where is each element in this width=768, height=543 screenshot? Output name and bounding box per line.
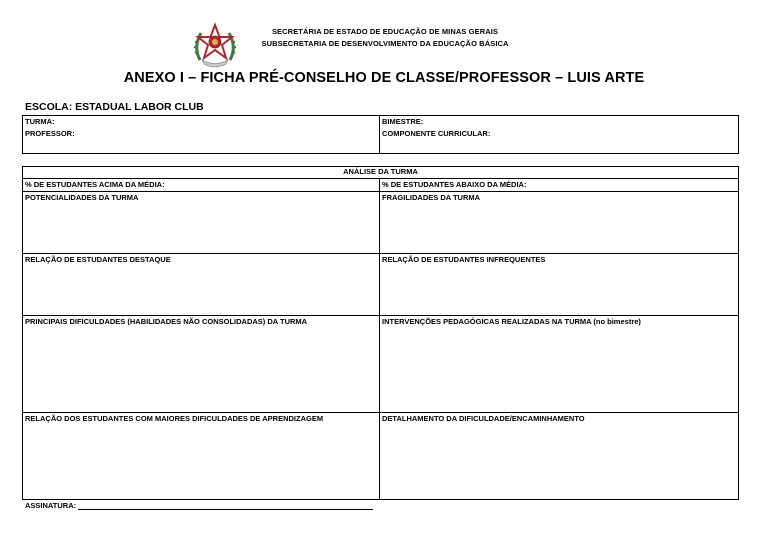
document-title: ANEXO I – FICHA PRÉ-CONSELHO DE CLASSE/PROFESSOR – LUIS ARTE bbox=[123, 70, 645, 86]
signature-label: ASSINATURA: bbox=[25, 501, 77, 510]
header-lines bbox=[240, 26, 530, 50]
info-table bbox=[22, 115, 739, 154]
turma-field[interactable]: TURMA: bbox=[25, 117, 55, 126]
school-name: ESCOLA: ESTADUAL LABOR CLUB bbox=[25, 101, 204, 113]
header-line-2: SUBSECRETARIA DE DESENVOLVIMENTO DA EDUCAÇÃO BÁSICA bbox=[261, 39, 509, 48]
componente-curricular-field[interactable]: COMPONENTE CURRICULAR: bbox=[382, 129, 491, 138]
below-average-field[interactable]: % DE ESTUDANTES ABAIXO DA MÉDIA: bbox=[380, 179, 739, 192]
analysis-table bbox=[22, 166, 739, 500]
signature-row bbox=[25, 501, 373, 510]
dificuldades-field[interactable]: PRINCIPAIS DIFICULDADES (HABILIDADES NÃO CONSOLIDADAS) DA TURMA bbox=[23, 316, 380, 413]
signature-line[interactable] bbox=[78, 501, 373, 510]
document-header bbox=[0, 20, 768, 70]
info-left-cell bbox=[23, 116, 380, 154]
intervencoes-field[interactable]: INTERVENÇÕES PEDAGÓGICAS REALIZADAS NA TURMA (no bimestre) bbox=[380, 316, 739, 413]
bimestre-field[interactable]: BIMESTRE: bbox=[382, 117, 424, 126]
detalhamento-field[interactable]: DETALHAMENTO DA DIFICULDADE/ENCAMINHAMENTO bbox=[380, 413, 739, 500]
maiores-dificuldades-field[interactable]: RELAÇÃO DOS ESTUDANTES COM MAIORES DIFICULDADES DE APRENDIZAGEM bbox=[23, 413, 380, 500]
header-line-1: SECRETÁRIA DE ESTADO DE EDUCAÇÃO DE MINAS GERAIS bbox=[271, 27, 499, 36]
infrequentes-field[interactable]: RELAÇÃO DE ESTUDANTES INFREQUENTES bbox=[380, 254, 739, 316]
coat-of-arms-icon bbox=[190, 20, 240, 70]
fragilidades-field[interactable]: FRAGILIDADES DA TURMA bbox=[380, 192, 739, 254]
above-average-field[interactable]: % DE ESTUDANTES ACIMA DA MÉDIA: bbox=[23, 179, 380, 192]
professor-field[interactable]: PROFESSOR: bbox=[25, 129, 75, 138]
potencialidades-field[interactable]: POTENCIALIDADES DA TURMA bbox=[23, 192, 380, 254]
analysis-heading: ANÁLISE DA TURMA bbox=[23, 167, 739, 179]
info-right-cell bbox=[380, 116, 739, 154]
destaque-field[interactable]: RELAÇÃO DE ESTUDANTES DESTAQUE bbox=[23, 254, 380, 316]
